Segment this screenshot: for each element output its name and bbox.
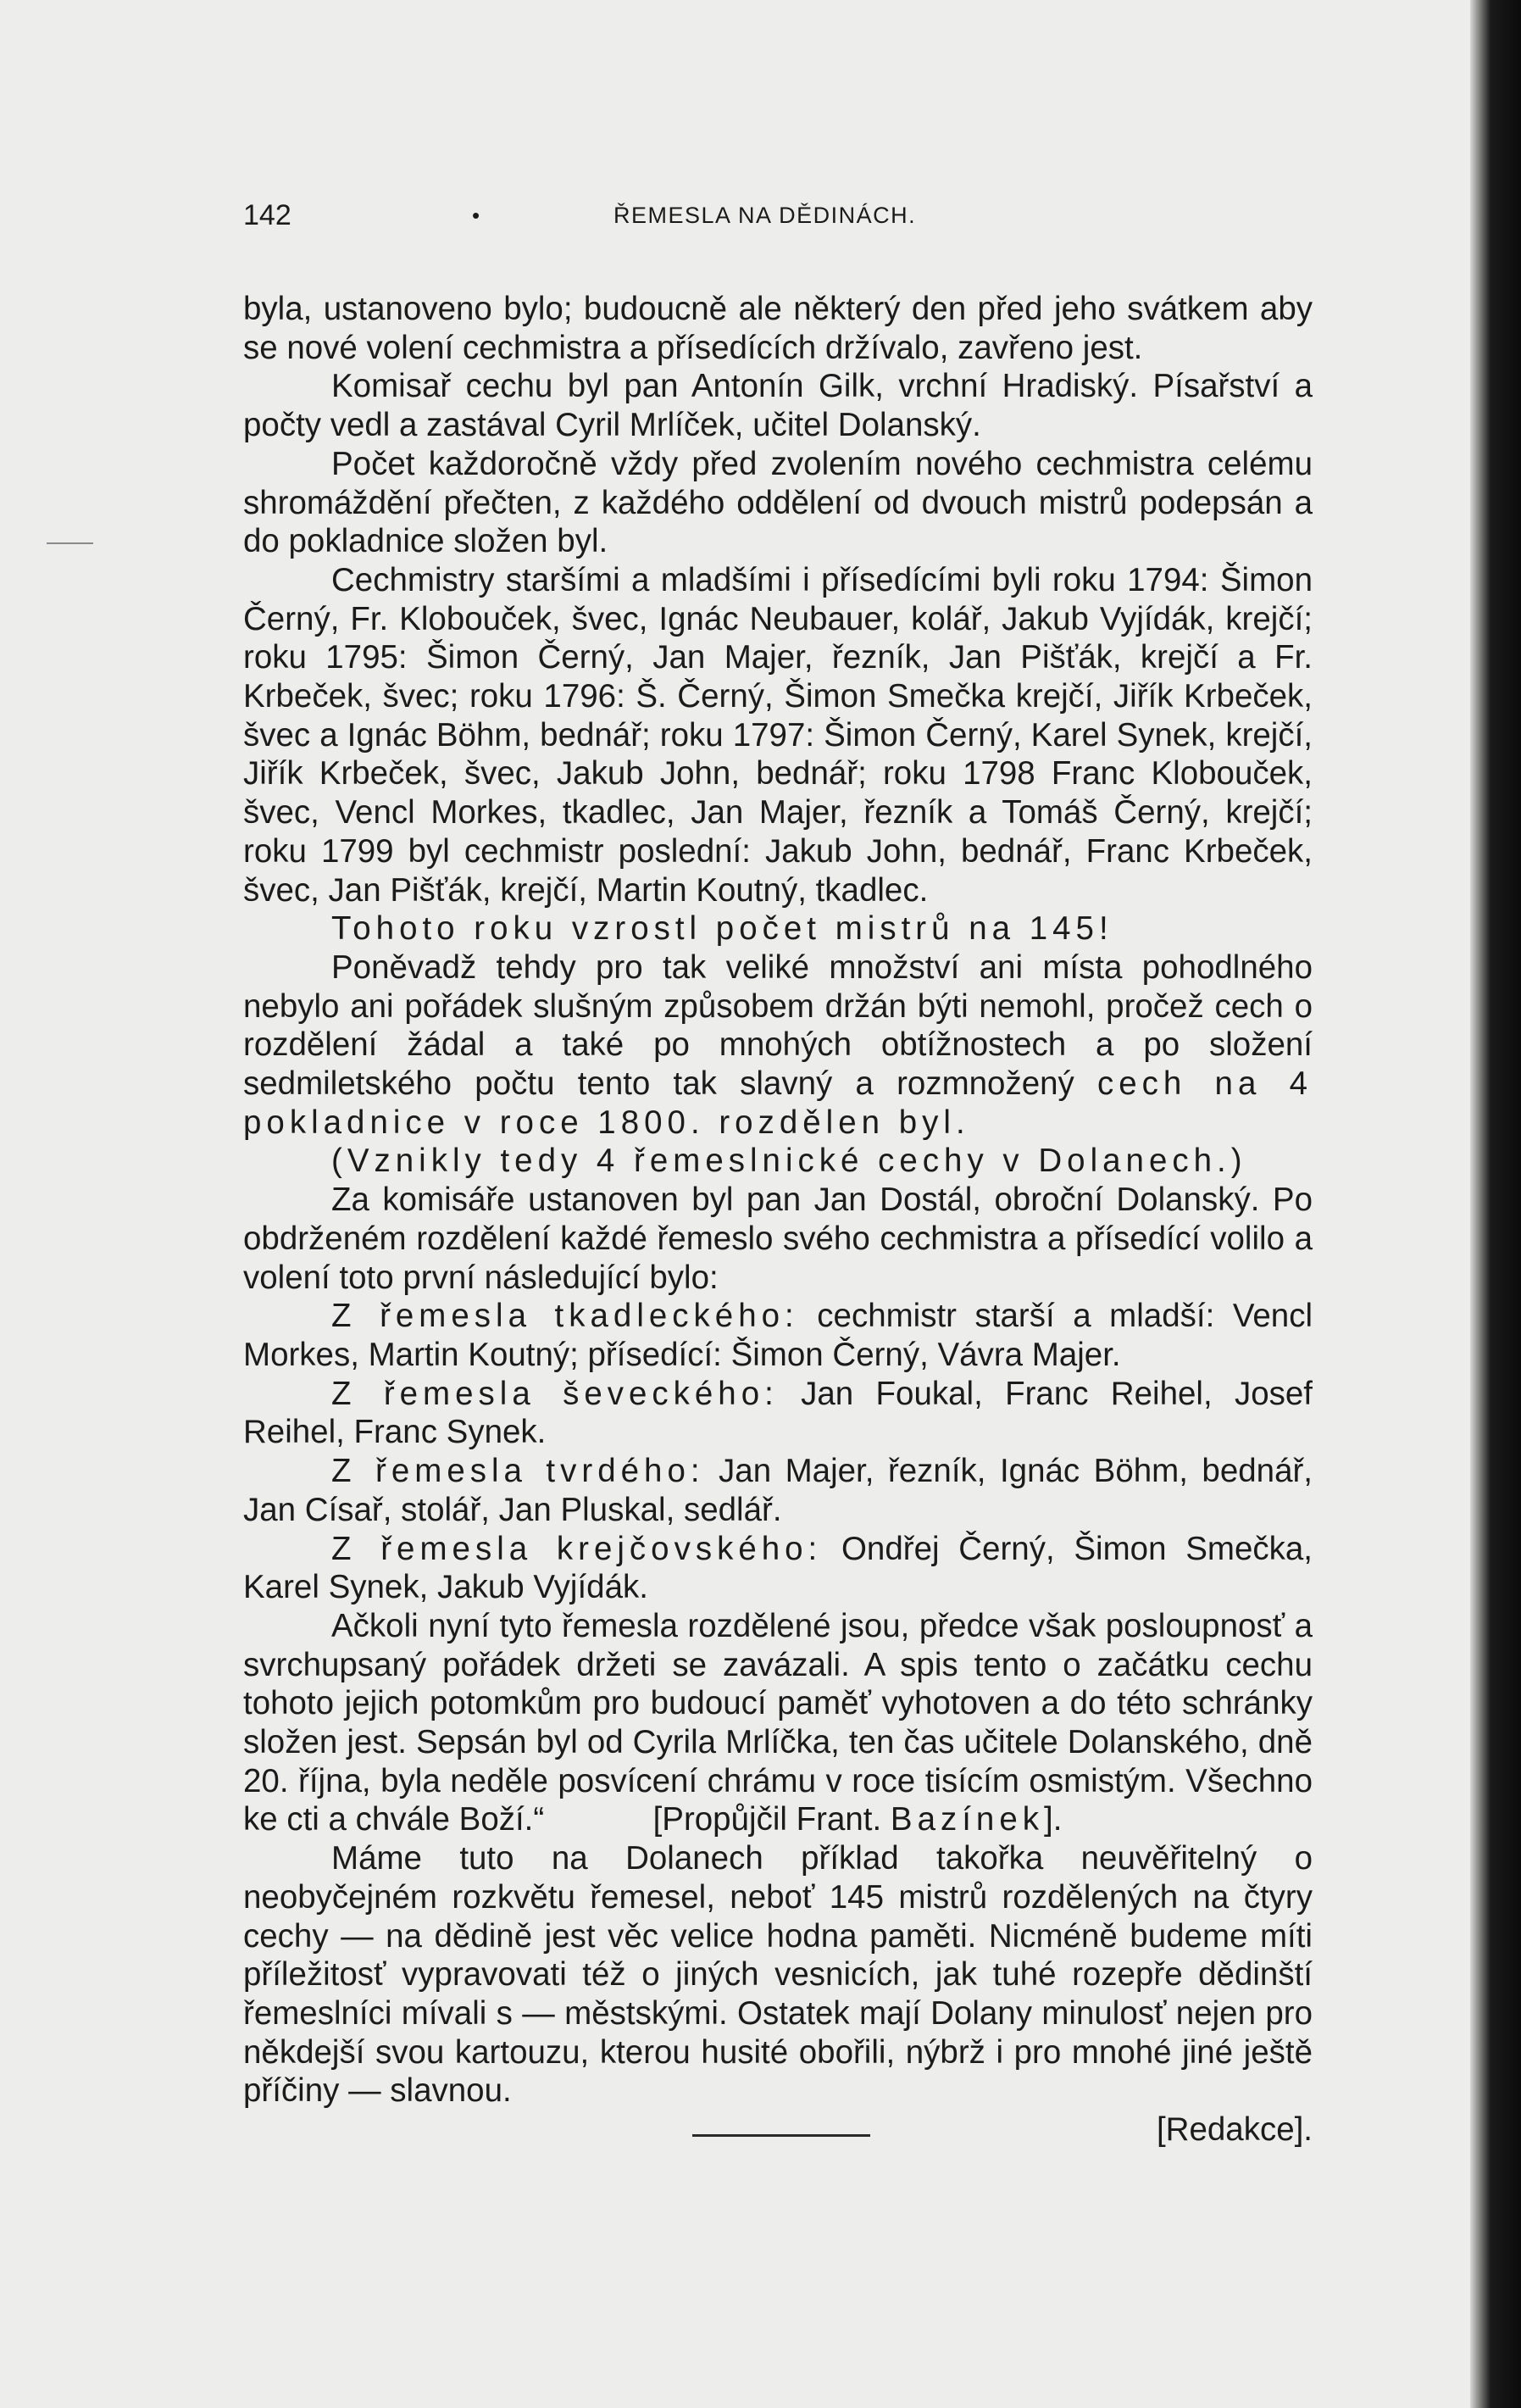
paragraph bbox=[243, 948, 1313, 1143]
guild-entry bbox=[243, 1375, 1313, 1452]
spaced-line bbox=[243, 1142, 1313, 1181]
signature: [Redakce]. bbox=[1156, 2111, 1313, 2149]
page-header bbox=[243, 199, 1319, 242]
guild-members: Ondřej Černý, Šimon Smečka, Karel Synek, Jakub Vyjídák. bbox=[243, 1530, 1313, 1606]
guild-entry bbox=[243, 1452, 1313, 1529]
lent-by bbox=[653, 1801, 1063, 1838]
paragraph bbox=[243, 1607, 1313, 1839]
paragraph: byla, ustanoveno bylo; budoucně ale některý den před jeho svátkem aby se nové volení cechmistra a přísedících držívalo, zavřeno jest. bbox=[243, 291, 1313, 366]
paragraph-text: Poněvadž tehdy pro tak veliké množství ani místa pohodlného nebylo ani pořádek slušným způsobem držán býti nemohl, pročež cech o rozdělení žádal a také po mnohých obtížnostech a po složení sedmiletského počtu tento tak slavný a rozmnožený bbox=[243, 948, 1313, 1103]
page-number: 142 bbox=[243, 199, 291, 231]
paragraph: Komisař cechu byl pan Antonín Gilk, vrchní Hradiský. Písařství a počty vedl a zastával Cyril Mrlíček, učitel Dolanský. bbox=[243, 368, 1313, 444]
guild-name: Z řemesla tvrdého: bbox=[331, 1453, 705, 1490]
spaced-text: (Vznikly tedy 4 řemeslnické cechy v Dolanech.) bbox=[331, 1143, 1247, 1180]
body-text bbox=[243, 290, 1313, 2149]
header-dot: • bbox=[472, 203, 480, 228]
guild-name: Z řemesla krejčovského: bbox=[331, 1530, 823, 1567]
paragraph: Máme tuto na Dolanech příklad takořka neuvěřitelný o neobyčejném rozkvětu řemesel, neboť 145 mistrů rozdělených na čtyry cechy — na dědině jest věc velice hodna paměti. Nicméně budeme míti příležitosť vypravovati též o jiných vesnicích, jak tuhé rozepře dědinští řemeslníci mívali s — městskými. Ostatek mají Dolany minulosť nejen pro někdejší svou kartouzu, kterou husité obořili, nýbrž i pro mnohé jiné ještě příčiny — slavnou. bbox=[243, 1840, 1313, 2110]
spaced-line bbox=[243, 909, 1313, 948]
lent-by-suffix: ]. bbox=[1044, 1801, 1063, 1838]
guild-name: Z řemesla ševeckého: bbox=[331, 1375, 779, 1412]
guild-entry bbox=[243, 1297, 1313, 1374]
guild-entry bbox=[243, 1530, 1313, 1607]
spaced-text: Tohoto roku vzrostl počet mistrů na 145! bbox=[331, 910, 1113, 948]
guild-members: Jan Foukal, Franc Reihel, Josef Reihel, Franc Synek. bbox=[243, 1375, 1313, 1451]
margin-mark bbox=[47, 542, 93, 544]
guild-name: Z řemesla tkadleckého: bbox=[331, 1298, 799, 1335]
page-binding-edge bbox=[1470, 0, 1521, 2408]
closing-rule bbox=[692, 2134, 870, 2137]
lent-by-name: Bazínek bbox=[890, 1801, 1045, 1838]
paragraph: Počet každoročně vždy před zvolením nového cechmistra celému shromáždění přečten, z každého oddělení od dvouch mistrů podepsán a do pokladnice složen byl. bbox=[243, 445, 1313, 560]
spaced-text: cech na 4 pokladnice v roce 1800. rozdělen byl. bbox=[243, 1065, 1313, 1141]
guild-members: Jan Majer, řezník, Ignác Böhm, bednář, Jan Císař, stolář, Jan Pluskal, sedlář. bbox=[243, 1453, 1313, 1528]
paragraph: Cechmistry staršími a mladšími i přísedícími byli roku 1794: Šimon Černý, Fr. Klobouček, švec, Ignác Neubauer, kolář, Jakub Vyjídák, krejčí; roku 1795: Šimon Černý, Jan Majer, řezník, Jan Pišťák, krejčí a Fr. Krbeček, švec; roku 1796: Š. Černý, Šimon Smečka krejčí, Jiřík Krbeček, švec a Ignác Böhm, bednář; roku 1797: Šimon Černý, Karel Synek, krejčí, Jiřík Krbeček, švec, Jakub John, bednář; roku 1798 Franc Klobouček, švec, Vencl Morkes, tkadlec, Jan Majer, řezník a Tomáš Černý, krejčí; roku 1799 byl cechmistr poslední: Jakub John, bednář, Franc Krbeček, švec, Jan Pišťák, krejčí, Martin Koutný, tkadlec. bbox=[243, 561, 1313, 909]
lent-by-prefix: [Propůjčil Frant. bbox=[652, 1801, 882, 1838]
paragraph: Za komisáře ustanoven byl pan Jan Dostál, obroční Dolanský. Po obdrženém rozdělení každé řemeslo svého cechmistra a přísedící volilo a volení toto první následující bylo: bbox=[243, 1182, 1313, 1296]
guild-members: cechmistr starší a mladší: Vencl Morkes, Martin Koutný; přísedící: Šimon Černý, Vávra Majer. bbox=[243, 1298, 1313, 1373]
running-title: ŘEMESLA NA DĚDINÁCH. bbox=[613, 203, 917, 228]
paragraph-text: Ačkoli nyní tyto řemesla rozdělené jsou, předce však posloupnosť a svrchupsaný pořádek držeti se zavázali. A spis tento o začátku cechu tohoto jejich potomkům pro budoucí paměť vyhotoven a do této schránky složen jest. Sepsán byl od Cyrila Mrlíčka, ten čas učitele Dolanského, dně 20. října, byla neděle posvícení chrámu v roce tisícím osmistým. Všechno ke cti a chvále Boží.“ bbox=[243, 1607, 1313, 1838]
